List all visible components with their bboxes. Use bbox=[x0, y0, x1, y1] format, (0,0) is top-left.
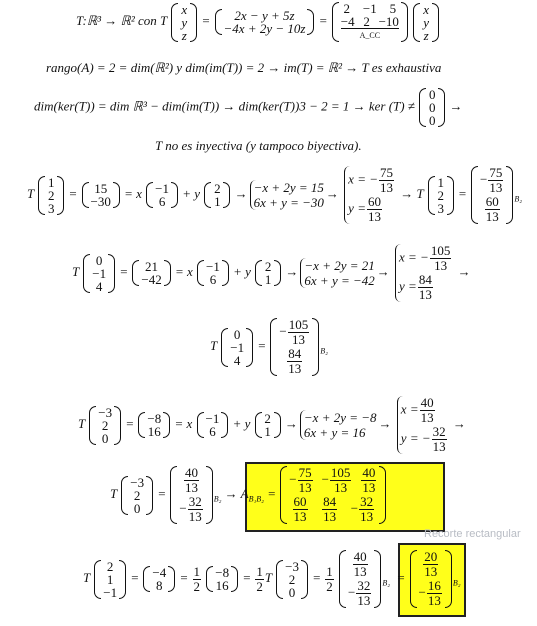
zero-vector: 0 0 0 bbox=[419, 88, 445, 127]
eq2b: T 0 −1 4 = − $\frac{105}{13}$ $\frac{84}{13}$ $_{B_2}$ bbox=[210, 317, 328, 376]
snipping-tool-ghost: Recorte rectangular bbox=[424, 528, 521, 540]
eq4: T 2 1 −1 = −4 8 = $\frac{1}{2}$ −8 16 = $\frac{1}{2}$ T −3 2 0 = $\frac{1}{2}$ $\frac{40}{13}$ − $\frac{32}{13}$ $_{B_2}$ = $\frac{20}{13}$ − $\frac{16}{13}$ $_{B_2}$ bbox=[83, 549, 461, 608]
injective-line: T no es inyectiva (y tampoco biyectiva). bbox=[155, 138, 362, 153]
image-expression: 2x − y + 5z −4x + 2y − 10z bbox=[215, 9, 315, 35]
matrix-ab1b2: − $\frac{75}{13}$ − $\frac{105}{13}$ $\frac{40}{13}$ $\frac{60}{13}$ $\frac{84}{13}$ − $\frac{32}{13}$ bbox=[280, 466, 386, 524]
eq1: T 1 2 3 = 15 −30 = x −1 6 + y 2 1 → −x + 2y = 15 6x + y = −30 → x = − $\frac{75}{13}$ y = $\frac{60}{13}$ → T 1 2 3 = − $\frac{75}{13}$ $\frac{60}{13}$ $_{B_2}$ bbox=[27, 165, 523, 224]
rank-line: rango(A) = 2 = dim(ℝ²) y dim(im(T)) = 2 → im(T) = ℝ² → T es exhaustiva bbox=[46, 60, 442, 75]
eq3b: T −3 2 0 = $\frac{40}{13}$ − $\frac{32}{13}$ $_{B_2} \to A_{B_1B_2}$ = − $\frac{75}{13}$ − $\frac{105}{13}$ $\frac{40}{13}$ $\frac{60}{13}$ $\frac{84}{13}$ − $\frac{32}{13}$ bbox=[110, 466, 387, 524]
definition-line: T:ℝ³ → ℝ² con T x y z = 2x − y + 5z −4x + 2y − 10z = 2 −1 5 −4 2 −10 A_CC x y z bbox=[76, 2, 440, 42]
kernel-line: dim(ker(T)) = dim ℝ³ − dim(im(T)) → dim(ker(T))3 − 2 = 1 → ker (T) ≠ 0 0 0 → bbox=[34, 87, 463, 128]
final-vector: $\frac{20}{13}$ − $\frac{16}{13}$ bbox=[410, 550, 452, 608]
eq2: T 0 −1 4 = 21 −42 = x −1 6 + y 2 1 → −x + 2y = 21 6x + y = −42 → x = − $\frac{105}{13}$ y = $\frac{84}{13}$ → bbox=[72, 243, 471, 302]
vector-xyz-right: x y z bbox=[413, 3, 439, 42]
map-label: T:ℝ³ → ℝ² con T bbox=[76, 12, 167, 28]
matrix-acc: 2 −1 5 −4 2 −10 A_CC bbox=[332, 2, 408, 42]
matrix-ab1b2-label: $A_{B_1B_2}$ bbox=[240, 485, 264, 504]
vector-xyz: x y z bbox=[171, 3, 197, 42]
eq3: T −3 2 0 = −8 16 = x −1 6 + y 2 1 → −x + 2y = −8 6x + y = 16 → x = $\frac{40}{13}$ y = − $\frac{32}{13}$ → bbox=[78, 395, 466, 454]
